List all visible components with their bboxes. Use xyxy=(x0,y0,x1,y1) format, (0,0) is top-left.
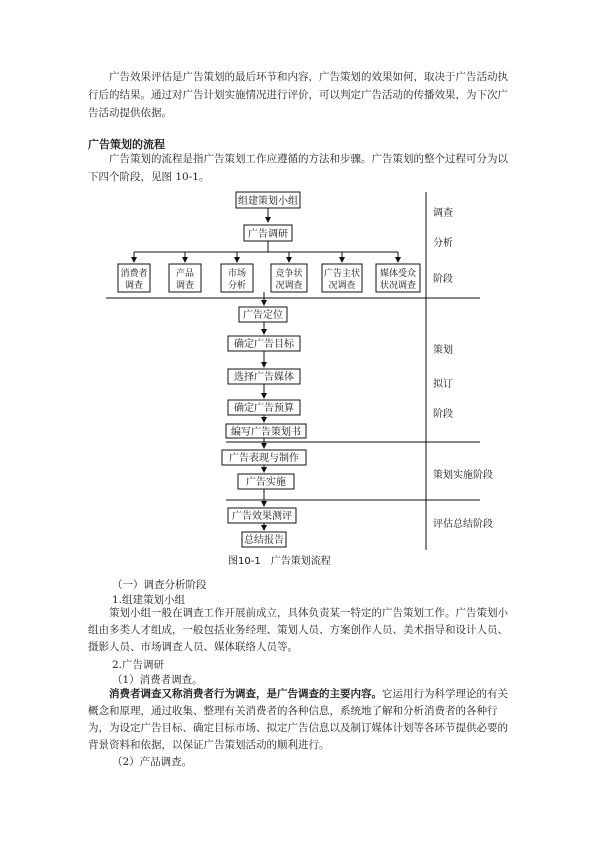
report-box: 总结报告 xyxy=(244,535,284,546)
stage-planning-line3: 阶段 xyxy=(433,409,453,420)
product-box-line2: 调查 xyxy=(175,281,195,291)
item1-paragraph: 策划小组一般在调查工作开展前成立，具体负责某一特定的广告策划工作。广告策划小组由多类人才组成，一般包括业务经理、策划人员、方案创作人员、美术指导和设计人员、摄影人员、市场调查人员、媒体联络人员等。 xyxy=(88,607,508,653)
sub1-paragraph xyxy=(88,686,518,754)
market-box-line1: 市场 xyxy=(227,269,247,279)
write-plan-box: 编写广告策划书 xyxy=(231,427,301,438)
figure-caption: 图10-1 广告策划流程 xyxy=(228,556,331,567)
media-box: 选择广告媒体 xyxy=(234,372,294,383)
media-acceptance-box-line2: 状况调查 xyxy=(379,281,417,291)
consumer-box-line1: 消费者 xyxy=(120,269,148,279)
goal-box: 确定广告目标 xyxy=(234,339,294,350)
advertiser-box-line1: 广告主状 xyxy=(323,269,361,279)
sub1-title: （1）消费者调查。 xyxy=(112,674,203,686)
sub2-title: （2）产品调查。 xyxy=(112,756,193,768)
product-box-line1: 产品 xyxy=(175,269,195,279)
market-box-line2: 分析 xyxy=(227,281,247,291)
expression-box: 广告表现与制作 xyxy=(229,453,299,464)
section-heading: 广告策划的流程 xyxy=(88,138,165,151)
stage-research-line3: 阶段 xyxy=(433,274,453,285)
team-box: 组建策划小组 xyxy=(238,196,298,207)
item2-title: 2.广告调研 xyxy=(112,659,165,671)
stage-implementation: 策划实施阶段 xyxy=(433,470,493,481)
evaluation-box: 广告效果测评 xyxy=(232,511,292,522)
competition-box-line2: 况调查 xyxy=(275,281,303,291)
stage-evaluation: 评估总结阶段 xyxy=(433,519,493,530)
stage-planning-line2: 拟订 xyxy=(433,379,453,390)
sub1-text: 它运用行为科学理论的有关概念和原理，通过收集、整理有关消费者的各种信息，系统地了解和分析消费者的各种行为，为设定广告目标、确定目标市场、拟定广告信息以及制订媒体计划等各环节提供必要的背景资料和依据，以保证广告策划活动的顺利进行。 xyxy=(88,688,508,751)
consumer-box-line2: 调查 xyxy=(124,281,144,291)
stage-research-line2: 分析 xyxy=(433,238,453,249)
advertiser-box-line2: 况调查 xyxy=(328,281,356,291)
stage-planning-line1: 策划 xyxy=(433,345,453,356)
implementation-box: 广告实施 xyxy=(246,477,286,488)
stage-research-line1: 调查 xyxy=(433,208,453,219)
budget-box: 确定广告预算 xyxy=(234,403,294,414)
sub1-bold-lead: 消费者调查又称消费者行为调查，是广告调查的主要内容。 xyxy=(109,688,382,700)
item1-title: 1.组建策划小组 xyxy=(112,594,186,606)
intro-paragraph: 广告效果评估是广告策划的最后环节和内容，广告策划的效果如何，取决于广告活动执行后的结果。通过对广告计划实施情况进行评价，可以判定广告活动的传播效果，为下次广告活动提供依据。 xyxy=(88,71,508,119)
stage1-title: （一）调查分析阶段 xyxy=(112,579,207,591)
positioning-box: 广告定位 xyxy=(243,310,283,321)
competition-box-line1: 竞争状 xyxy=(275,269,303,279)
research-box: 广告调研 xyxy=(248,229,288,240)
process-intro-paragraph: 广告策划的流程是指广告策划工作应遵循的方法和步骤。广告策划的整个过程可分为以下四个阶段，见图 10-1。 xyxy=(88,153,508,183)
media-acceptance-box-line1: 媒体受众 xyxy=(379,269,417,279)
